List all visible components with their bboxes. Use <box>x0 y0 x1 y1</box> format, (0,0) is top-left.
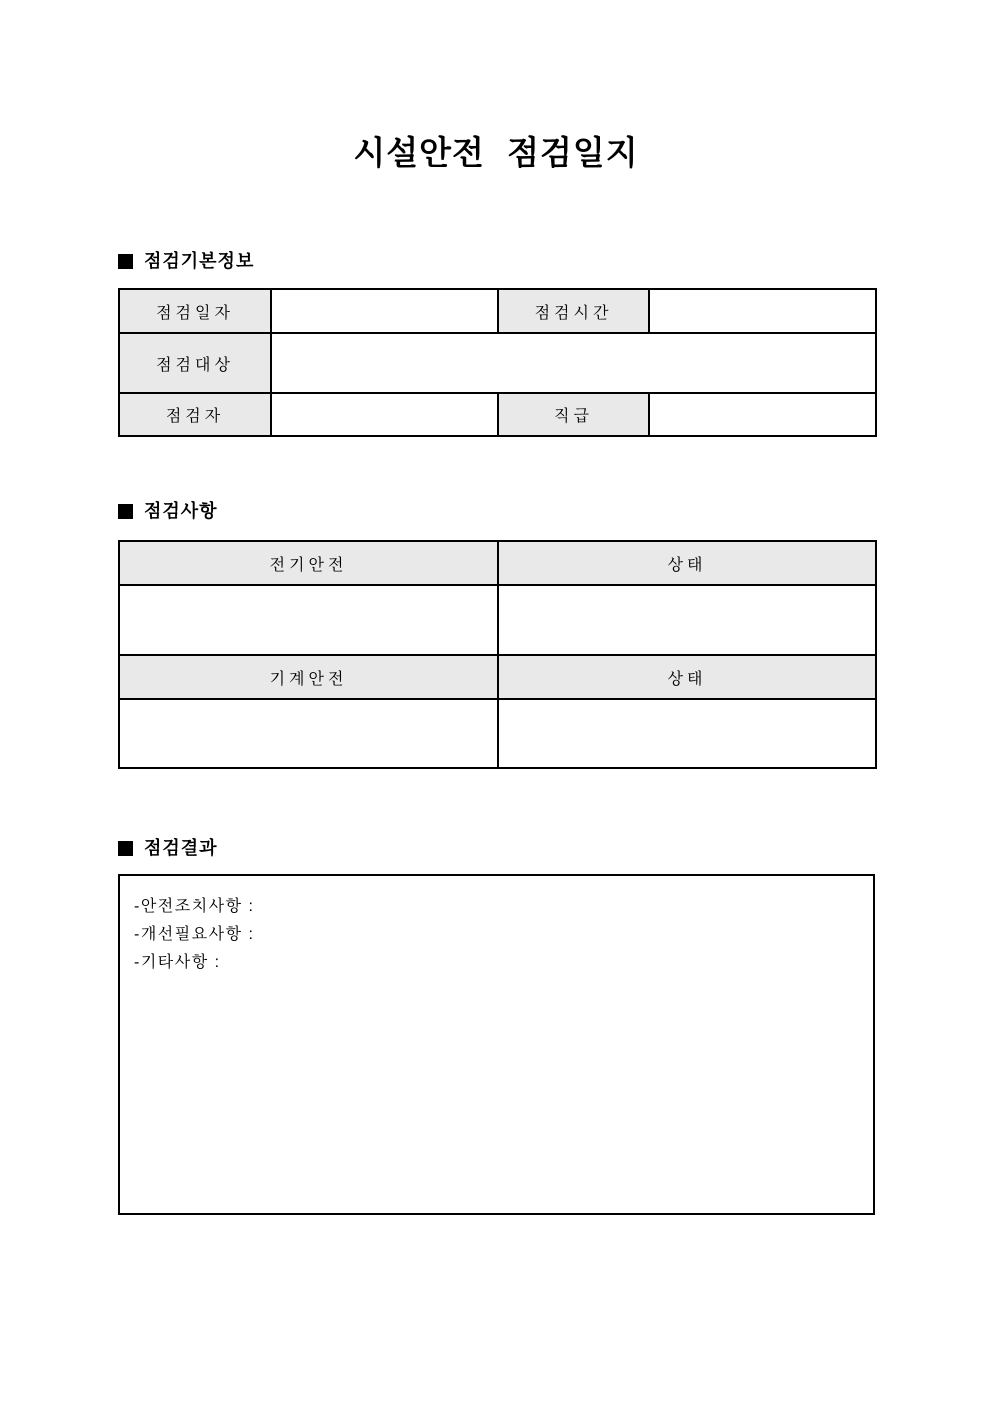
section-heading-inspection-items <box>118 500 218 522</box>
field-electrical-status[interactable] <box>498 585 876 655</box>
table-row <box>119 393 876 436</box>
label-inspection-target: 점검대상 <box>119 333 271 393</box>
document-title: 시설안전 점검일지 <box>353 134 639 171</box>
result-line-safety-measures: -안전조치사항 : <box>134 898 255 915</box>
field-inspection-target[interactable] <box>271 333 876 393</box>
black-square-icon <box>118 254 133 269</box>
table-row <box>119 699 876 768</box>
result-line-other-matters: -기타사항 : <box>134 954 221 971</box>
section-heading-label: 점검결과 <box>144 838 218 858</box>
table-row <box>119 585 876 655</box>
results-box[interactable] <box>118 874 875 1215</box>
section-heading-label: 점검사항 <box>144 501 218 521</box>
label-inspection-date: 점검일자 <box>119 289 271 333</box>
field-position[interactable] <box>649 393 876 436</box>
header-electrical-status: 상태 <box>498 541 876 585</box>
section-heading-basic-info <box>118 250 254 272</box>
header-mechanical-safety: 기계안전 <box>119 655 498 699</box>
inspection-items-table <box>118 540 877 769</box>
section-heading-results <box>118 837 218 859</box>
header-electrical-safety: 전기안전 <box>119 541 498 585</box>
basic-info-table <box>118 288 877 437</box>
field-mechanical-safety[interactable] <box>119 699 498 768</box>
table-row <box>119 655 876 699</box>
table-row <box>119 541 876 585</box>
field-inspector[interactable] <box>271 393 498 436</box>
field-inspection-date[interactable] <box>271 289 498 333</box>
field-electrical-safety[interactable] <box>119 585 498 655</box>
label-inspector: 점검자 <box>119 393 271 436</box>
header-mechanical-status: 상태 <box>498 655 876 699</box>
section-heading-label: 점검기본정보 <box>144 251 255 271</box>
label-position: 직급 <box>498 393 649 436</box>
result-line-improvements-needed: -개선필요사항 : <box>134 926 255 943</box>
table-row <box>119 289 876 333</box>
black-square-icon <box>118 504 133 519</box>
table-row <box>119 333 876 393</box>
black-square-icon <box>118 841 133 856</box>
field-mechanical-status[interactable] <box>498 699 876 768</box>
field-inspection-time[interactable] <box>649 289 876 333</box>
label-inspection-time: 점검시간 <box>498 289 649 333</box>
